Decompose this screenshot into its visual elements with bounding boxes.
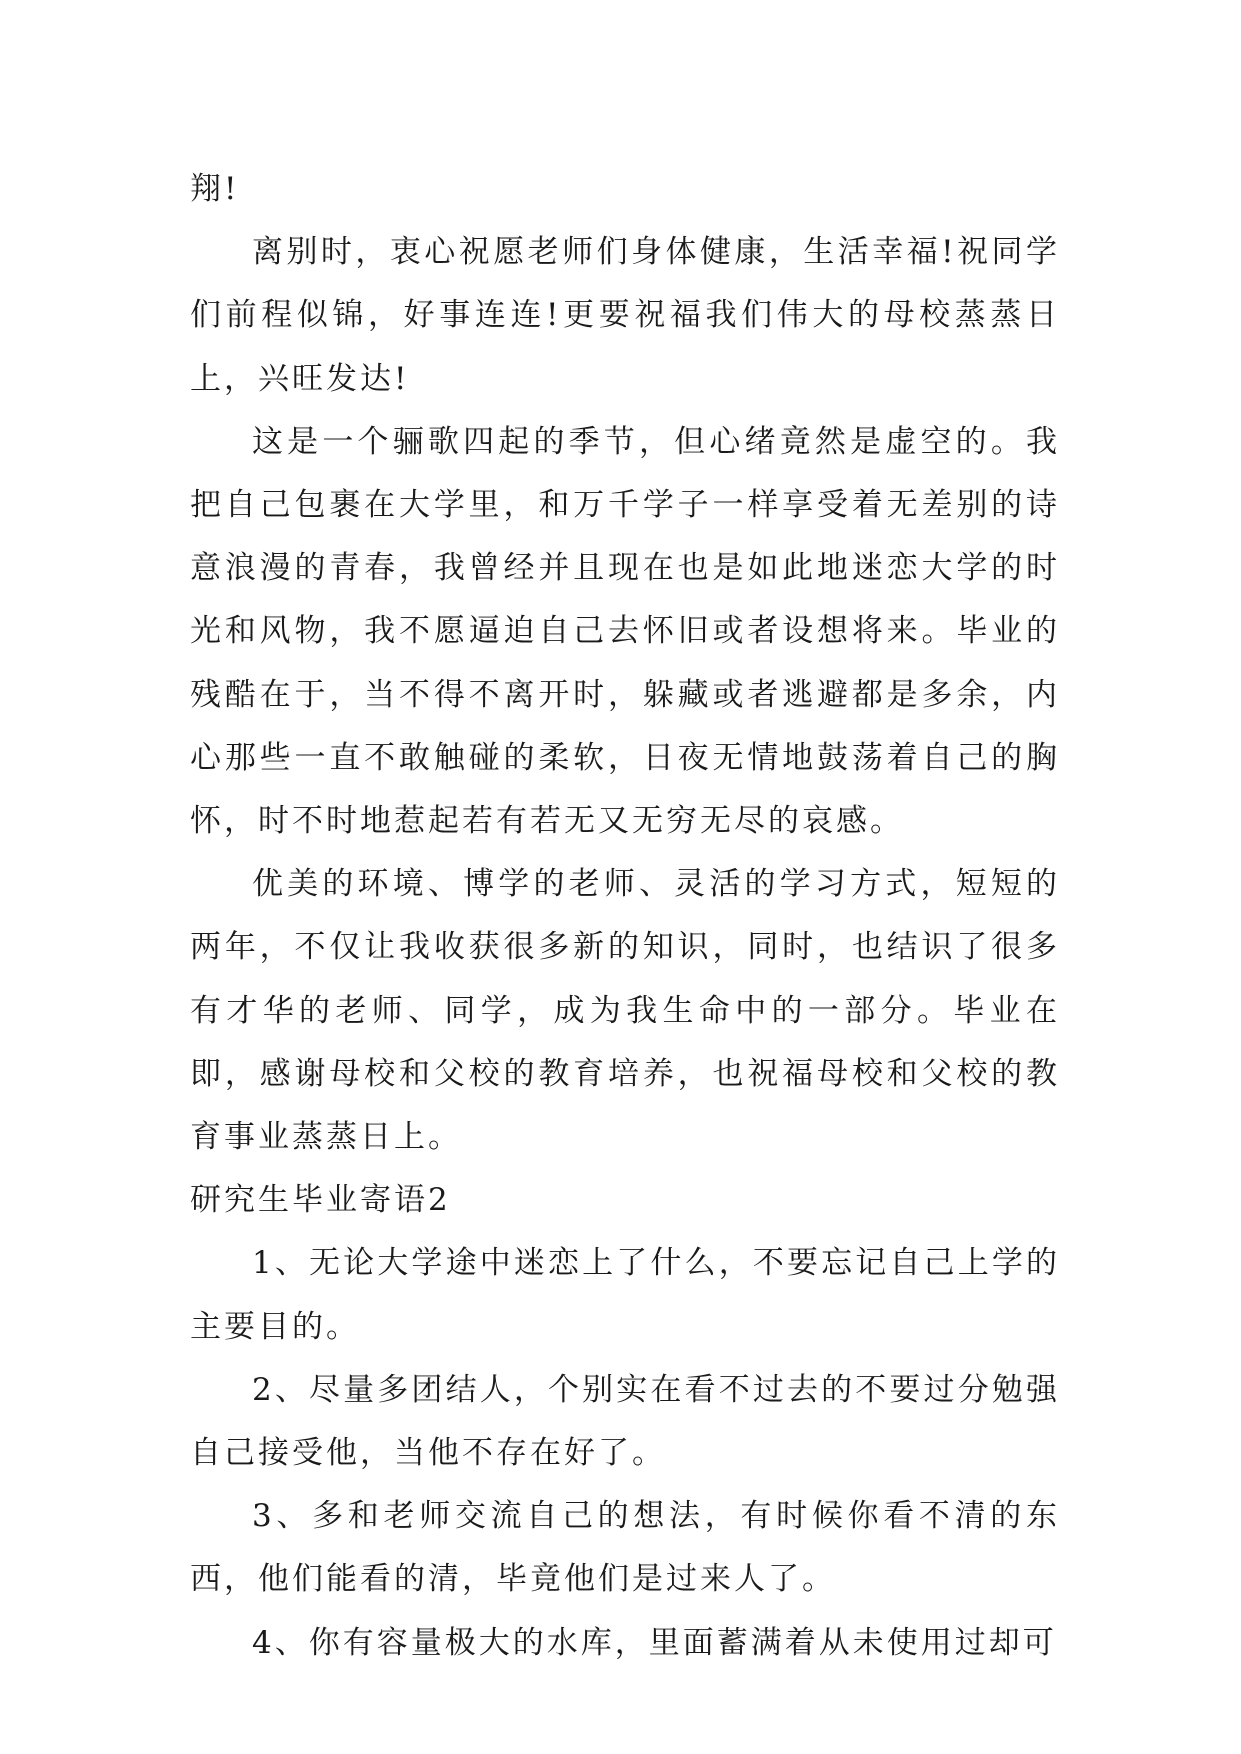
paragraph-farewell-wishes: 离别时，衷心祝愿老师们身体健康，生活幸福!祝同学们前程似锦，好事连连!更要祝福我们伟大的母校蒸蒸日上，兴旺发达!: [190, 234, 1060, 397]
section-heading: 研究生毕业寄语2: [190, 1182, 451, 1219]
list-item: 2、尽量多团结人，个别实在看不过去的不要过分勉强自己接受他，当他不存在好了。: [190, 1371, 1060, 1472]
document-body: [190, 158, 1060, 1675]
list-item: 4、你有容量极大的水库，里面蓄满着从未使用过却可: [252, 1624, 1057, 1661]
paragraph-continuation: 翔!: [190, 171, 240, 207]
paragraph-gratitude: 优美的环境、博学的老师、灵活的学习方式，短短的两年，不仅让我收获很多新的知识，同时，也结识了很多有才华的老师、同学，成为我生命中的一部分。毕业在即，感谢母校和父校的教育培养，也祝福母校和父校的教育事业蒸蒸日上。: [190, 866, 1060, 1156]
paragraph-graduation-season: 这是一个骊歌四起的季节，但心绪竟然是虚空的。我把自己包裹在大学里，和万千学子一样享受着无差别的诗意浪漫的青春，我曾经并且现在也是如此地迷恋大学的时光和风物，我不愿逼迫自己去怀旧或者设想将来。毕业的残酷在于，当不得不离开时，躲藏或者逃避都是多余，内心那些一直不敢触碰的柔软，日夜无情地鼓荡着自己的胸怀，时不时地惹起若有若无又无穷无尽的哀感。: [190, 423, 1060, 840]
list-item: 1、无论大学途中迷恋上了什么，不要忘记自己上学的主要目的。: [190, 1245, 1060, 1345]
list-item: 3、多和老师交流自己的想法，有时候你看不清的东西，他们能看的清，毕竟他们是过来人了。: [190, 1498, 1060, 1598]
